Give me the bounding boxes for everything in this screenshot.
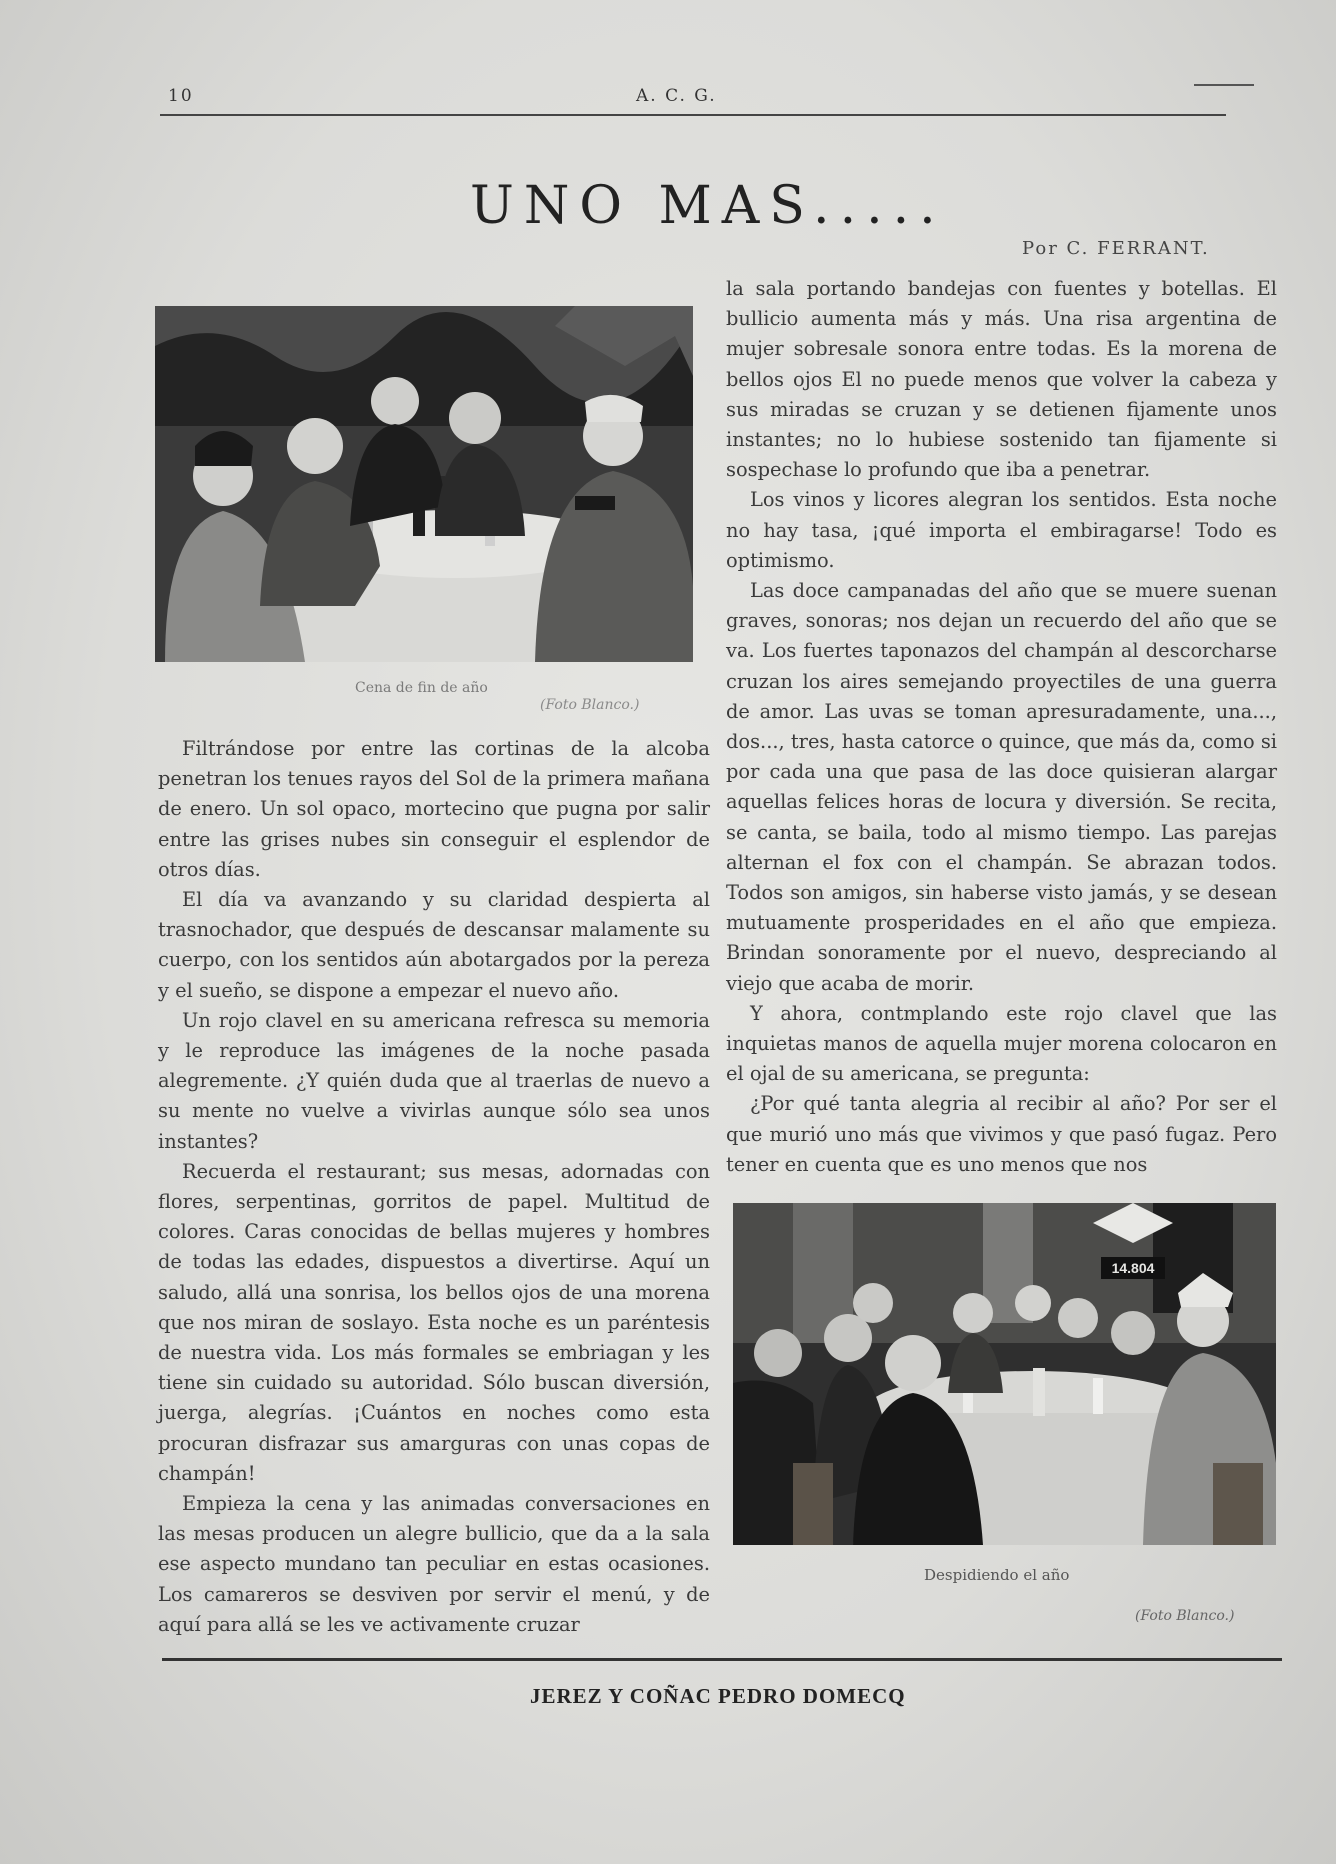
paragraph: El día va avanzando y su claridad despierta al trasnochador, que después de descansar malamente su cuerpo, con los sentidos aún abotargados por la pereza y el sueño, se dispone a empezar el nuevo año. [158, 888, 710, 1002]
article-title: UNO MAS..... [470, 176, 946, 236]
photo2-credit: (Foto Blanco.) [1135, 1608, 1235, 1624]
footer-advert: JEREZ Y COÑAC PEDRO DOMECQ [530, 1684, 906, 1708]
paragraph: ¿Por qué tanta alegria al recibir al año? Por ser el que murió uno más que vivimos y que pasó fugaz. Pero tener en cuenta que es uno menos que nos [726, 1092, 1277, 1176]
left-column [158, 734, 710, 1640]
paragraph: Filtrándose por entre las cortinas de la alcoba penetran los tenues rayos del Sol de la primera mañana de enero. Un sol opaco, mortecino que pugna por salir entre las grises nubes sin conseguir el esplendor de otros días. [158, 737, 710, 881]
footer-rule [162, 1658, 1282, 1661]
header-rule [160, 114, 1226, 116]
paragraph: la sala portando bandejas con fuentes y botellas. El bullicio aumenta más y más. Una risa argentina de mujer sobresale sonora entre todas. Es la morena de bellos ojos El no puede menos que volver la cabeza y sus miradas se cruzan y se detienen fijamente unos instantes; no lo hubiese sostenido tan fijamente si sospechase lo profundo que iba a penetrar. [726, 277, 1277, 482]
photo2-caption: Despidiendo el año [924, 1566, 1070, 1584]
paragraph: Los vinos y licores alegran los sentidos. Esta noche no hay tasa, ¡qué importa el embiragarse! Todo es optimismo. [726, 488, 1277, 572]
running-title: A. C. G. [636, 86, 717, 106]
paragraph: Empieza la cena y las animadas conversaciones en las mesas producen un alegre bullicio, que da a la sala ese aspecto mundano tan peculiar en estas ocasiones. Los camareros se desviven por servir el menú, y de aquí para allá se les ve activamente cruzar [158, 1492, 710, 1636]
paragraph: Un rojo clavel en su americana refresca su memoria y le reproduce las imágenes de la noche pasada alegremente. ¿Y quién duda que al traerlas de nuevo a su mente no vuelve a vivirlas aunque sólo sea unos instantes? [158, 1008, 710, 1153]
page-number: 10 [168, 86, 194, 106]
sign-number: 14.804 [1111, 1260, 1155, 1276]
article-byline: Por C. FERRANT. [1022, 238, 1210, 259]
photo1-caption: Cena de fin de año [355, 680, 488, 696]
photo1-credit: (Foto Blanco.) [540, 697, 640, 713]
paragraph: Recuerda el restaurant; sus mesas, adornadas con flores, serpentinas, gorritos de papel. Multitud de colores. Caras conocidas de bellas mujeres y hombres de todas las edades, dispuestos a divertirse. Aquí un saludo, allá una sonrisa, los bellos ojos de una morena que nos miran de soslayo. Esta noche es un paréntesis de nuestra vida. Los más formales se embriagan y les tiene sin cuidado su autoridad. Sólo buscan diversión, juerga, alegrías. ¡Cuántos en noches como esta procuran disfrazar sus amarguras con unas copas de champán! [158, 1159, 710, 1485]
photo-restaurant-party [733, 1203, 1276, 1545]
photo-dinner-group [155, 306, 693, 662]
paragraph: Las doce campanadas del año que se muere suenan graves, sonoras; nos dejan un recuerdo del año que se va. Los fuertes taponazos del champán al descorcharse cruzan los aires semejando proyectiles de una guerra de amor. Las uvas se toman apresuradamente, una..., dos..., tres, hasta catorce o quince, que más da, como si por cada una que pasa de las doce quisieran alargar aquellas felices horas de locura y diversión. Se recita, se canta, se baila, todo al mismo tiempo. Las parejas alternan el fox con el champán. Se abrazan todos. Todos son amigos, sin haberse visto jamás, y se desean mutuamente prosperidades en el año que empieza. Brindan sonoramente por el nuevo, despreciando al viejo que acaba de morir. [726, 579, 1277, 995]
right-column [726, 274, 1277, 1180]
paragraph: Y ahora, contmplando este rojo clavel que las inquietas manos de aquella mujer morena colocaron en el ojal de su americana, se pregunta: [726, 1001, 1277, 1086]
